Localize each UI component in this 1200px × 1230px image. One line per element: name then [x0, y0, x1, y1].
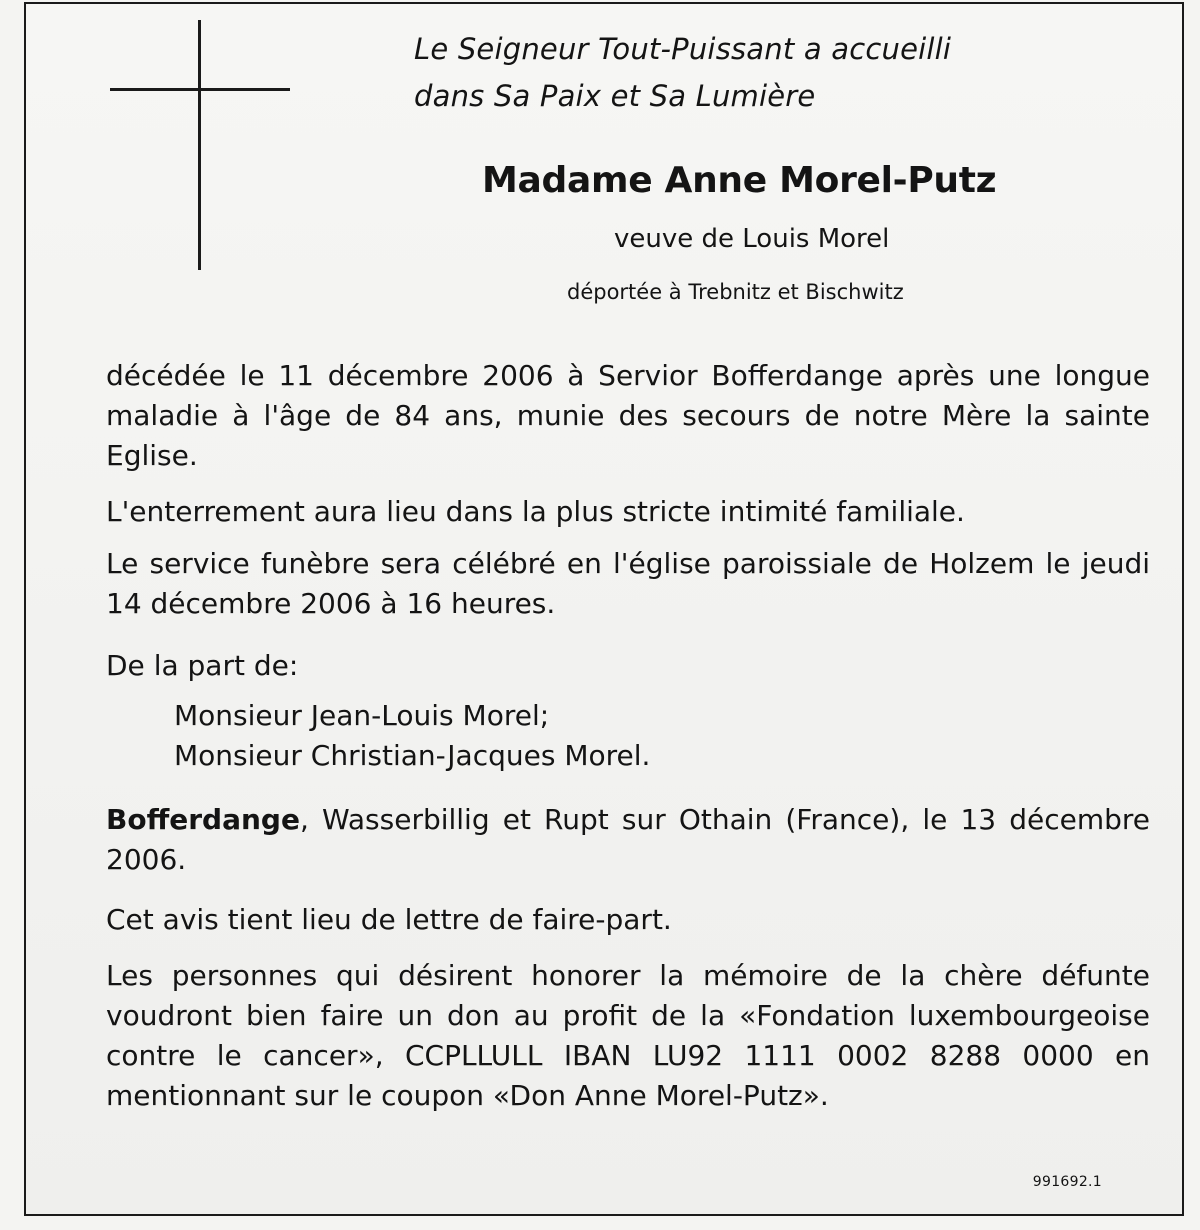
- family-intro: De la part de:: [106, 649, 299, 682]
- cross-icon-bar: [110, 88, 290, 91]
- intro-line-1: Le Seigneur Tout-Puissant a accueilli: [414, 32, 952, 66]
- obituary-notice: [24, 2, 1184, 1216]
- service-paragraph: Le service funèbre sera célébré en l'église paroissiale de Holzem le jeudi 14 décembre 2006 à 16 heures.: [106, 547, 1150, 620]
- place-bold: Bofferdange: [106, 803, 300, 836]
- family-list: [174, 696, 650, 776]
- family-member: Monsieur Jean-Louis Morel;: [174, 699, 550, 732]
- places-paragraph: [106, 800, 1150, 880]
- burial-paragraph: L'enterrement aura lieu dans la plus stricte intimité familiale.: [106, 495, 965, 528]
- donation-paragraph: Les personnes qui désirent honorer la mémoire de la chère défunte voudront bien faire un don au profit de la «Fondation luxembourgeoise contre le cancer», CCPLLULL IBAN LU92 1111 0002 8288 0000 en mentionnant sur le coupon «Don Anne Morel-Putz».: [106, 959, 1150, 1112]
- death-paragraph: décédée le 11 décembre 2006 à Servior Bofferdange après une longue maladie à l'âge de 84 ans, munie des secours de notre Mère la sainte Eglise.: [106, 359, 1150, 472]
- cross-icon: [198, 20, 201, 270]
- intro-verse: [414, 26, 951, 120]
- reference-number: 991692.1: [1032, 1174, 1102, 1190]
- widow-line: veuve de Louis Morel: [614, 224, 890, 254]
- intro-line-2: dans Sa Paix et Sa Lumière: [414, 79, 816, 113]
- places-rest: , Wasserbillig et Rupt sur Othain (France), le 13 décembre 2006.: [106, 803, 1150, 876]
- deported-line: déportée à Trebnitz et Bischwitz: [567, 280, 904, 304]
- notice-paragraph: Cet avis tient lieu de lettre de faire-part.: [106, 903, 672, 936]
- family-member: Monsieur Christian-Jacques Morel.: [174, 739, 651, 772]
- deceased-name: Madame Anne Morel-Putz: [482, 160, 997, 201]
